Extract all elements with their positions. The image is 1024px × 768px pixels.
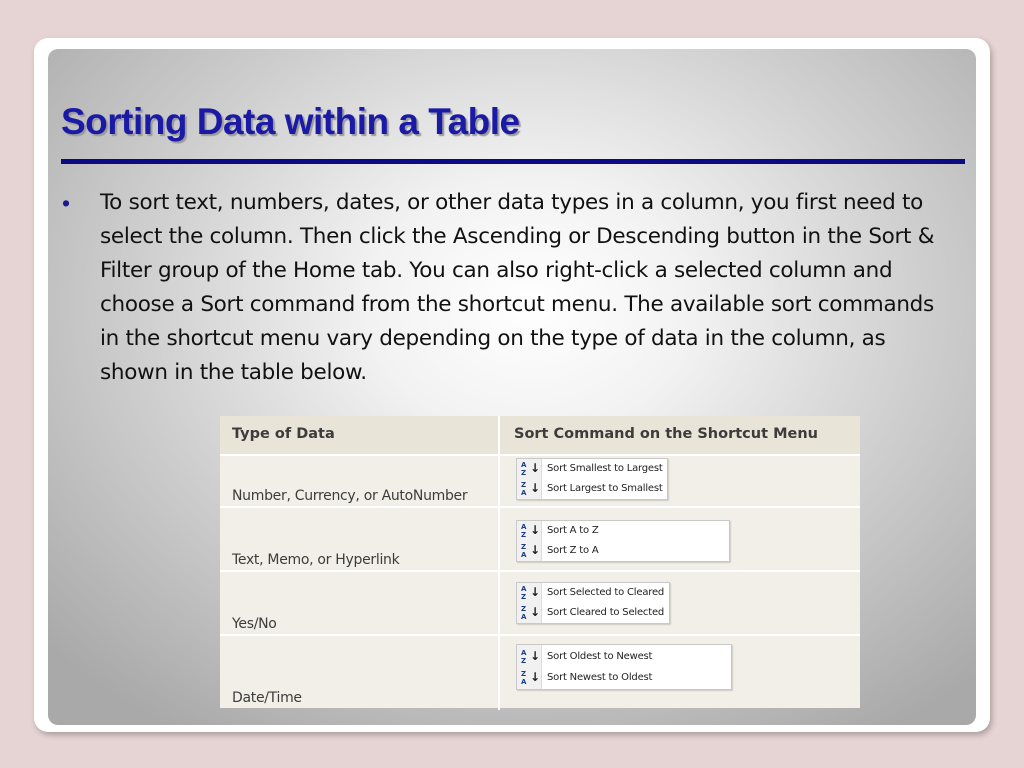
sort-ascending-icon: A Z ↓: [521, 523, 541, 539]
shortcut-menu: [516, 458, 668, 500]
table-cell: [502, 636, 860, 710]
slide: [48, 49, 976, 725]
shortcut-menu: [516, 520, 730, 562]
bullet-text: To sort text, numbers, dates, or other data types in a column, you first need to select the column. Then click the Ascending or Descending button in the Sort & Filter group of the Home tab. You can also right-click a selected column and choose a Sort command from the shortcut menu. The available sort commands in the shortcut menu vary depending on the type of data in the column, as shown in the table below.: [100, 190, 935, 385]
data-type-label: Date/Time: [232, 690, 302, 706]
menu-item-sort-descending[interactable]: [517, 668, 731, 688]
slide-title: Sorting Data within a Table: [61, 101, 520, 142]
menu-item-sort-ascending[interactable]: [517, 459, 667, 479]
sort-descending-icon: Z A ↓: [521, 481, 541, 497]
table-cell: [220, 508, 500, 572]
table-cell: [502, 508, 860, 572]
menu-item-label: Sort Oldest to Newest: [547, 651, 653, 662]
menu-item-label: Sort Z to A: [547, 545, 599, 556]
menu-item-label: Sort Smallest to Largest: [547, 463, 663, 474]
menu-item-label: Sort Selected to Cleared: [547, 587, 665, 598]
sort-ascending-icon: A Z ↓: [521, 585, 541, 601]
table-cell: [502, 572, 860, 636]
sort-descending-icon: Z A ↓: [521, 543, 541, 559]
menu-item-label: Sort Largest to Smallest: [547, 483, 663, 494]
table-row: [220, 454, 860, 508]
table-row: [220, 506, 860, 572]
menu-item-sort-ascending[interactable]: [517, 521, 729, 541]
menu-item-label: Sort Cleared to Selected: [547, 607, 665, 618]
menu-item-sort-descending[interactable]: [517, 541, 729, 561]
table-cell: [220, 456, 500, 508]
data-type-label: Number, Currency, or AutoNumber: [232, 488, 468, 504]
sort-descending-icon: Z A ↓: [521, 670, 541, 686]
sort-commands-table: [220, 416, 860, 708]
table-row: [220, 570, 860, 636]
bullet-icon: •: [62, 190, 71, 216]
menu-item-sort-descending[interactable]: [517, 479, 667, 499]
sort-descending-icon: Z A ↓: [521, 605, 541, 621]
table-header-cell: [502, 416, 860, 454]
menu-item-label: Sort A to Z: [547, 525, 599, 536]
table-header-row: [220, 416, 860, 454]
menu-item-sort-ascending[interactable]: [517, 647, 731, 667]
header-type-of-data: Type of Data: [232, 426, 335, 442]
menu-item-sort-descending[interactable]: [517, 603, 669, 623]
title-underline: [61, 159, 965, 164]
shortcut-menu: [516, 582, 670, 624]
menu-item-label: Sort Newest to Oldest: [547, 672, 653, 683]
menu-item-sort-ascending[interactable]: [517, 583, 669, 603]
table-header-cell: [220, 416, 500, 454]
shortcut-menu: [516, 644, 732, 690]
table-cell: [220, 636, 500, 710]
data-type-label: Text, Memo, or Hyperlink: [232, 552, 400, 568]
header-sort-command: Sort Command on the Shortcut Menu: [514, 426, 818, 442]
data-type-label: Yes/No: [232, 616, 277, 632]
sort-ascending-icon: A Z ↓: [521, 649, 541, 665]
sort-ascending-icon: A Z ↓: [521, 461, 541, 477]
table-cell: [220, 572, 500, 636]
table-row: [220, 634, 860, 710]
table-cell: [502, 456, 860, 508]
